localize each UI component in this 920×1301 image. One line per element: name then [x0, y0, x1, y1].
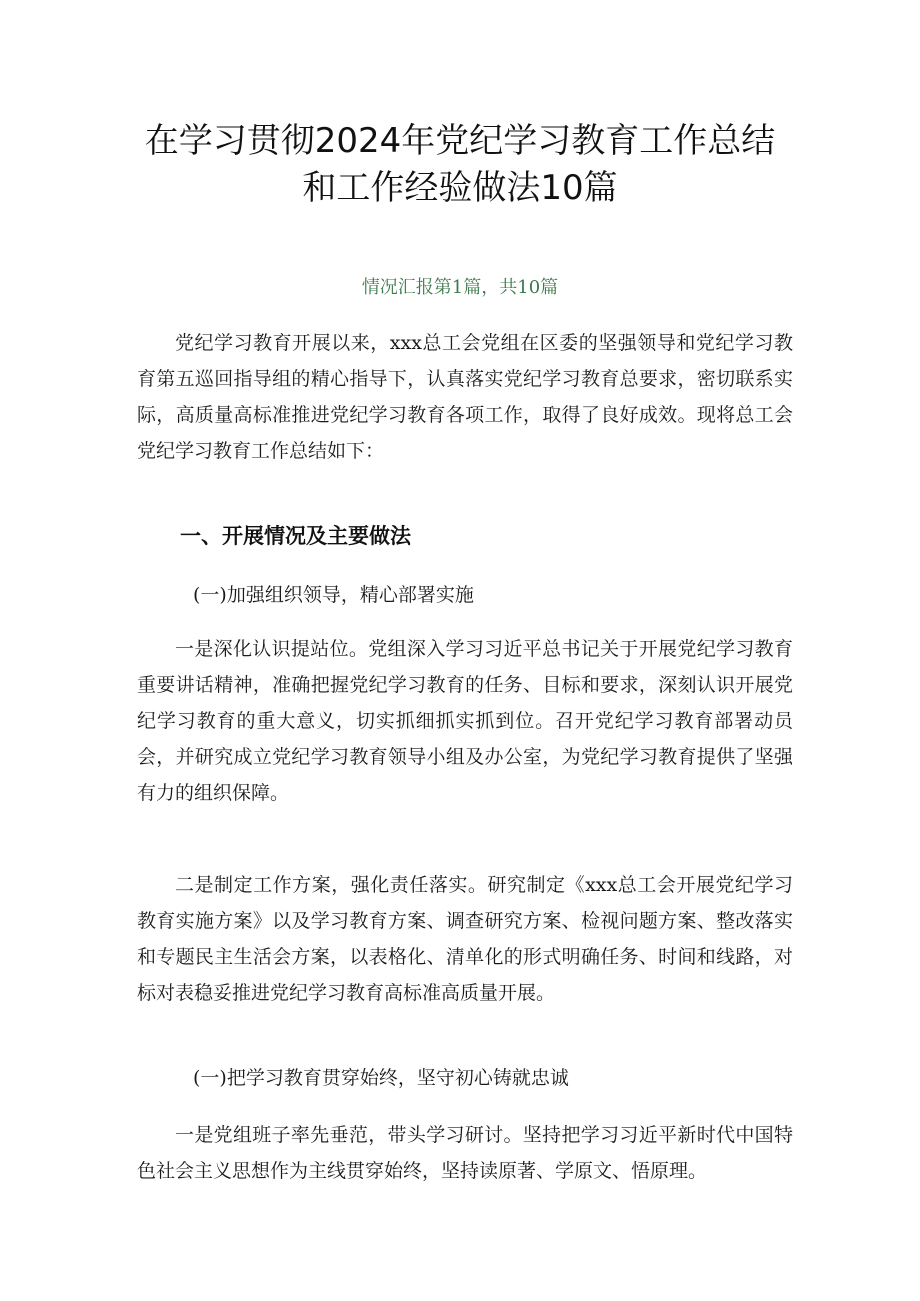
document-title-line-2: 和工作经验做法10篇	[302, 168, 618, 208]
body-paragraph: 一是深化认识提站位。党组深入学习习近平总书记关于开展党纪学习教育重要讲话精神，准确把握党纪学习教育的任务、目标和要求，深刻认识开展党纪学习教育的重大意义，切实抓细抓实抓到位。召开党纪学习教育部署动员会，并研究成立党纪学习教育领导小组及办公室，为党纪学习教育提供了坚强有力的组织保障。	[137, 638, 793, 804]
subsection-heading: (一)加强组织领导，精心部署实施	[193, 584, 474, 606]
body-paragraph: 二是制定工作方案，强化责任落实。研究制定《xxx总工会开展党纪学习教育实施方案》以及学习教育方案、调查研究方案、检视问题方案、整改落实和专题民主生活会方案，以表格化、清单化的形式明确任务、时间和线路，对标对表稳妥推进党纪学习教育高标准高质量开展。	[137, 874, 793, 1004]
document-title-line-1: 在学习贯彻2024年党纪学习教育工作总结	[144, 121, 776, 161]
subsection-heading: (一)把学习教育贯穿始终，坚守初心铸就忠诚	[193, 1067, 569, 1089]
body-paragraph: 一是党组班子率先垂范，带头学习研讨。坚持把学习习近平新时代中国特色社会主义思想作为主线贯穿始终，坚持读原著、学原文、悟原理。	[137, 1124, 793, 1182]
section-heading: 一、开展情况及主要做法	[180, 524, 411, 548]
intro-paragraph: 党纪学习教育开展以来，xxx总工会党组在区委的坚强领导和党纪学习教育第五巡回指导组的精心指导下，认真落实党纪学习教育总要求，密切联系实际，高质量高标准推进党纪学习教育各项工作，取得了良好成效。现将总工会党纪学习教育工作总结如下：	[137, 332, 793, 462]
document-subtitle: 情况汇报第1篇，共10篇	[361, 277, 559, 298]
